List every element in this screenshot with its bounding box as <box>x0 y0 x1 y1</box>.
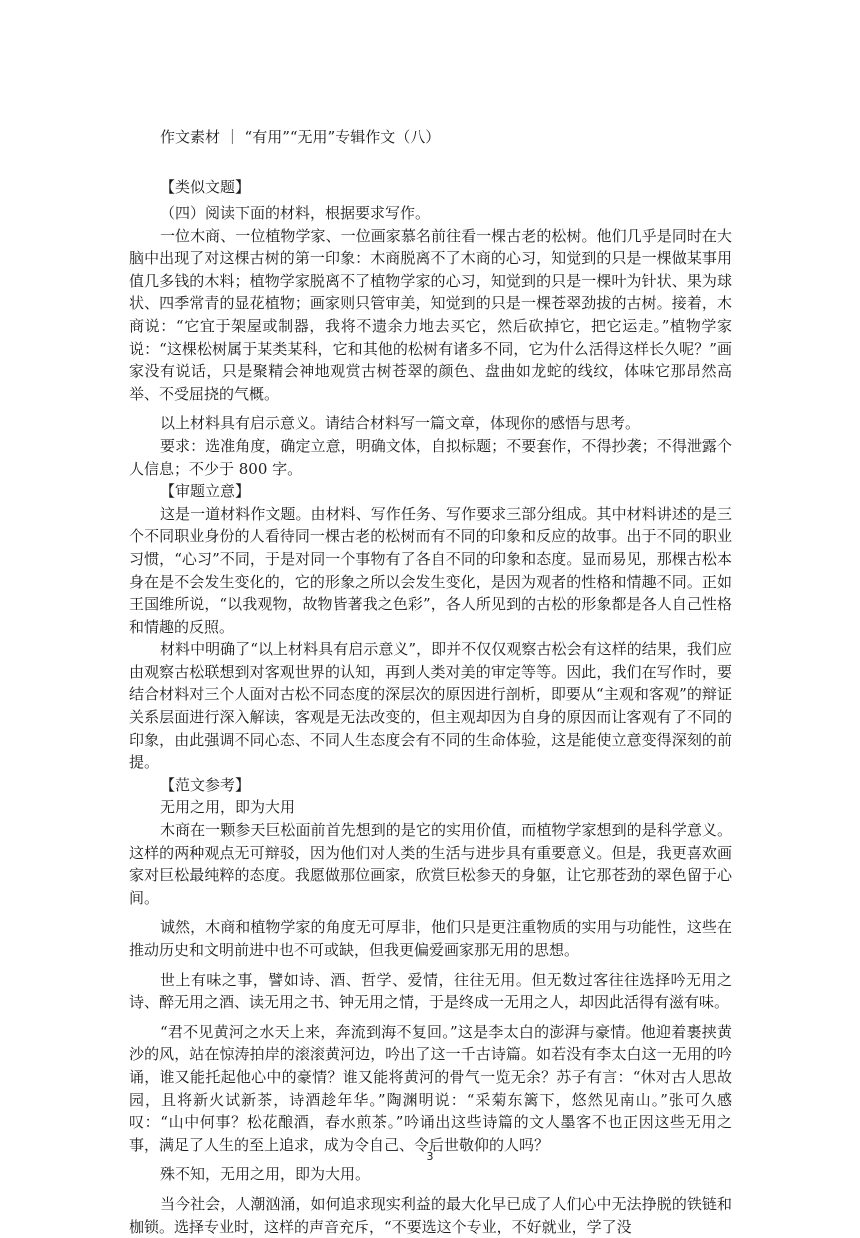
essay-paragraph-4: “君不见黄河之水天上来，奔流到海不复回。”这是李太白的澎湃与豪情。他迎着裹挟黄沙的风，站在惊涛拍岸的滚滚黄河边，吟出了这一千古诗篇。如若没有李太白这一无用的吟诵，谁又能托起他心中的豪情？谁又能将黄河的骨气一览无余？苏子有言：“休对古人思故园，且将新火试新茶，诗酒趁年华。”陶渊明说：“采菊东篱下，悠然见南山。”张可久感叹：“山中何事？松花酿酒，春水煎茶。”吟诵出这些诗篇的文人墨客不也正因这些无用之事，满足了人生的至上追求，成为令自己、令后世敬仰的人吗？ <box>129 1022 732 1154</box>
paragraph-material: 一位木商、一位植物学家、一位画家慕名前往看一棵古老的松树。他们几乎是同时在大脑中出现了对这棵古树的第一印象：木商脱离不了木商的心习，知觉到的只是一棵做某事用值几多钱的木料；植物学家脱离不了植物学家的心习，知觉到的只是一棵叶为针状、果为球状、四季常青的显花植物；画家则只管审美，知觉到的只是一棵苍翠劲拔的古树。接着，木商说：“它宜于架屋或制器，我将不遗余力地去买它，然后砍掉它，把它运走。”植物学家说：“这棵松树属于某类某科，它和其他的松树有诸多不同，它为什么活得这样长久呢？”画家没有说话，只是聚精会神地观赏古树苍翠的颜色、盘曲如龙蛇的线纹，体味它那昂然高举、不受屈挠的气概。 <box>129 226 732 403</box>
essay-title: 无用之用，即为大用 <box>160 798 296 817</box>
essay-paragraph-3: 世上有味之事，譬如诗、酒、哲学、爱情，往往无用。但无数过客往往选择吟无用之诗、醉无用之酒、读无用之书、钟无用之情，于是终成一无用之人，却因此活得有滋有味。 <box>129 970 732 1012</box>
document-header: 作文素材 ｜ “有用”“无用”专辑作文（八） <box>160 128 441 146</box>
page-number: 3 <box>426 1150 434 1163</box>
section-label-similar-topics: 【类似文题】 <box>160 178 251 196</box>
essay-paragraph-5: 殊不知，无用之用，即为大用。 <box>160 1165 371 1184</box>
paragraph-analysis-1: 这是一道材料作文题。由材料、写作任务、写作要求三部分组成。其中材料讲述的是三个不同职业身份的人看待同一棵古老的松树而有不同的印象和反应的故事。出于不同的职业习惯，“心习”不同，于是对同一个事物有了各自不同的印象和态度。显而易见，那棵古松本身在是不会发生变化的，它的形象之所以会发生变化，是因为观者的性格和情趣不同。正如王国维所说，“以我观物，故物皆著我之色彩”，各人所见到的古松的形象都是各人自己性格和情趣的反照。 <box>129 504 732 636</box>
heading-analysis: 【审题立意】 <box>160 482 251 501</box>
essay-paragraph-1: 木商在一颗参天巨松面前首先想到的是它的实用价值，而植物学家想到的是科学意义。这样的两种观点无可辩驳，因为他们对人类的生活与进步具有重要意义。但是，我更喜欢画家对巨松最纯粹的态度。我愿做那位画家，欣赏巨松参天的身躯，让它那苍劲的翠色留于心间。 <box>129 821 732 907</box>
paragraph-requirements: 要求：选准角度，确定立意，明确文体，自拟标题；不要套作，不得抄袭；不得泄露个人信息；不少于 800 字。 <box>129 436 732 478</box>
essay-paragraph-2: 诚然，木商和植物学家的角度无可厚非，他们只是更注重物质的实用与功能性，这些在推动历史和文明前进中也不可或缺，但我更偏爱画家那无用的思想。 <box>129 918 732 959</box>
document-body <box>129 202 732 1238</box>
heading-sample-essay: 【范文参考】 <box>160 775 251 794</box>
paragraph-instruction: 以上材料具有启示意义。请结合材料写一篇文章，体现你的感悟与思考。 <box>160 414 641 433</box>
essay-paragraph-6: 当今社会，人潮汹涌，如何追求现实利益的最大化早已成了人们心中无法挣脱的铁链和枷锁。选择专业时，这样的声音充斥，“不要选这个专业，不好就业，学了没 <box>129 1194 732 1236</box>
paragraph-prompt-intro: （四）阅读下面的材料，根据要求写作。 <box>160 204 431 222</box>
paragraph-analysis-2: 材料中明确了“以上材料具有启示意义”，即并不仅仅观察古松会有这样的结果，我们应由观察古松联想到对客观世界的认知，再到人类对美的审定等等。因此，我们在写作时，要结合材料对三个人面对古松不同态度的深层次的原因进行剖析，即要从“主观和客观”的辩证关系层面进行深入解读，客观是无法改变的，但主观却因为自身的原因而让客观有了不同的印象，由此强调不同心态、不同人生态度会有不同的生命体验，这是能使立意变得深刻的前提。 <box>129 640 732 772</box>
